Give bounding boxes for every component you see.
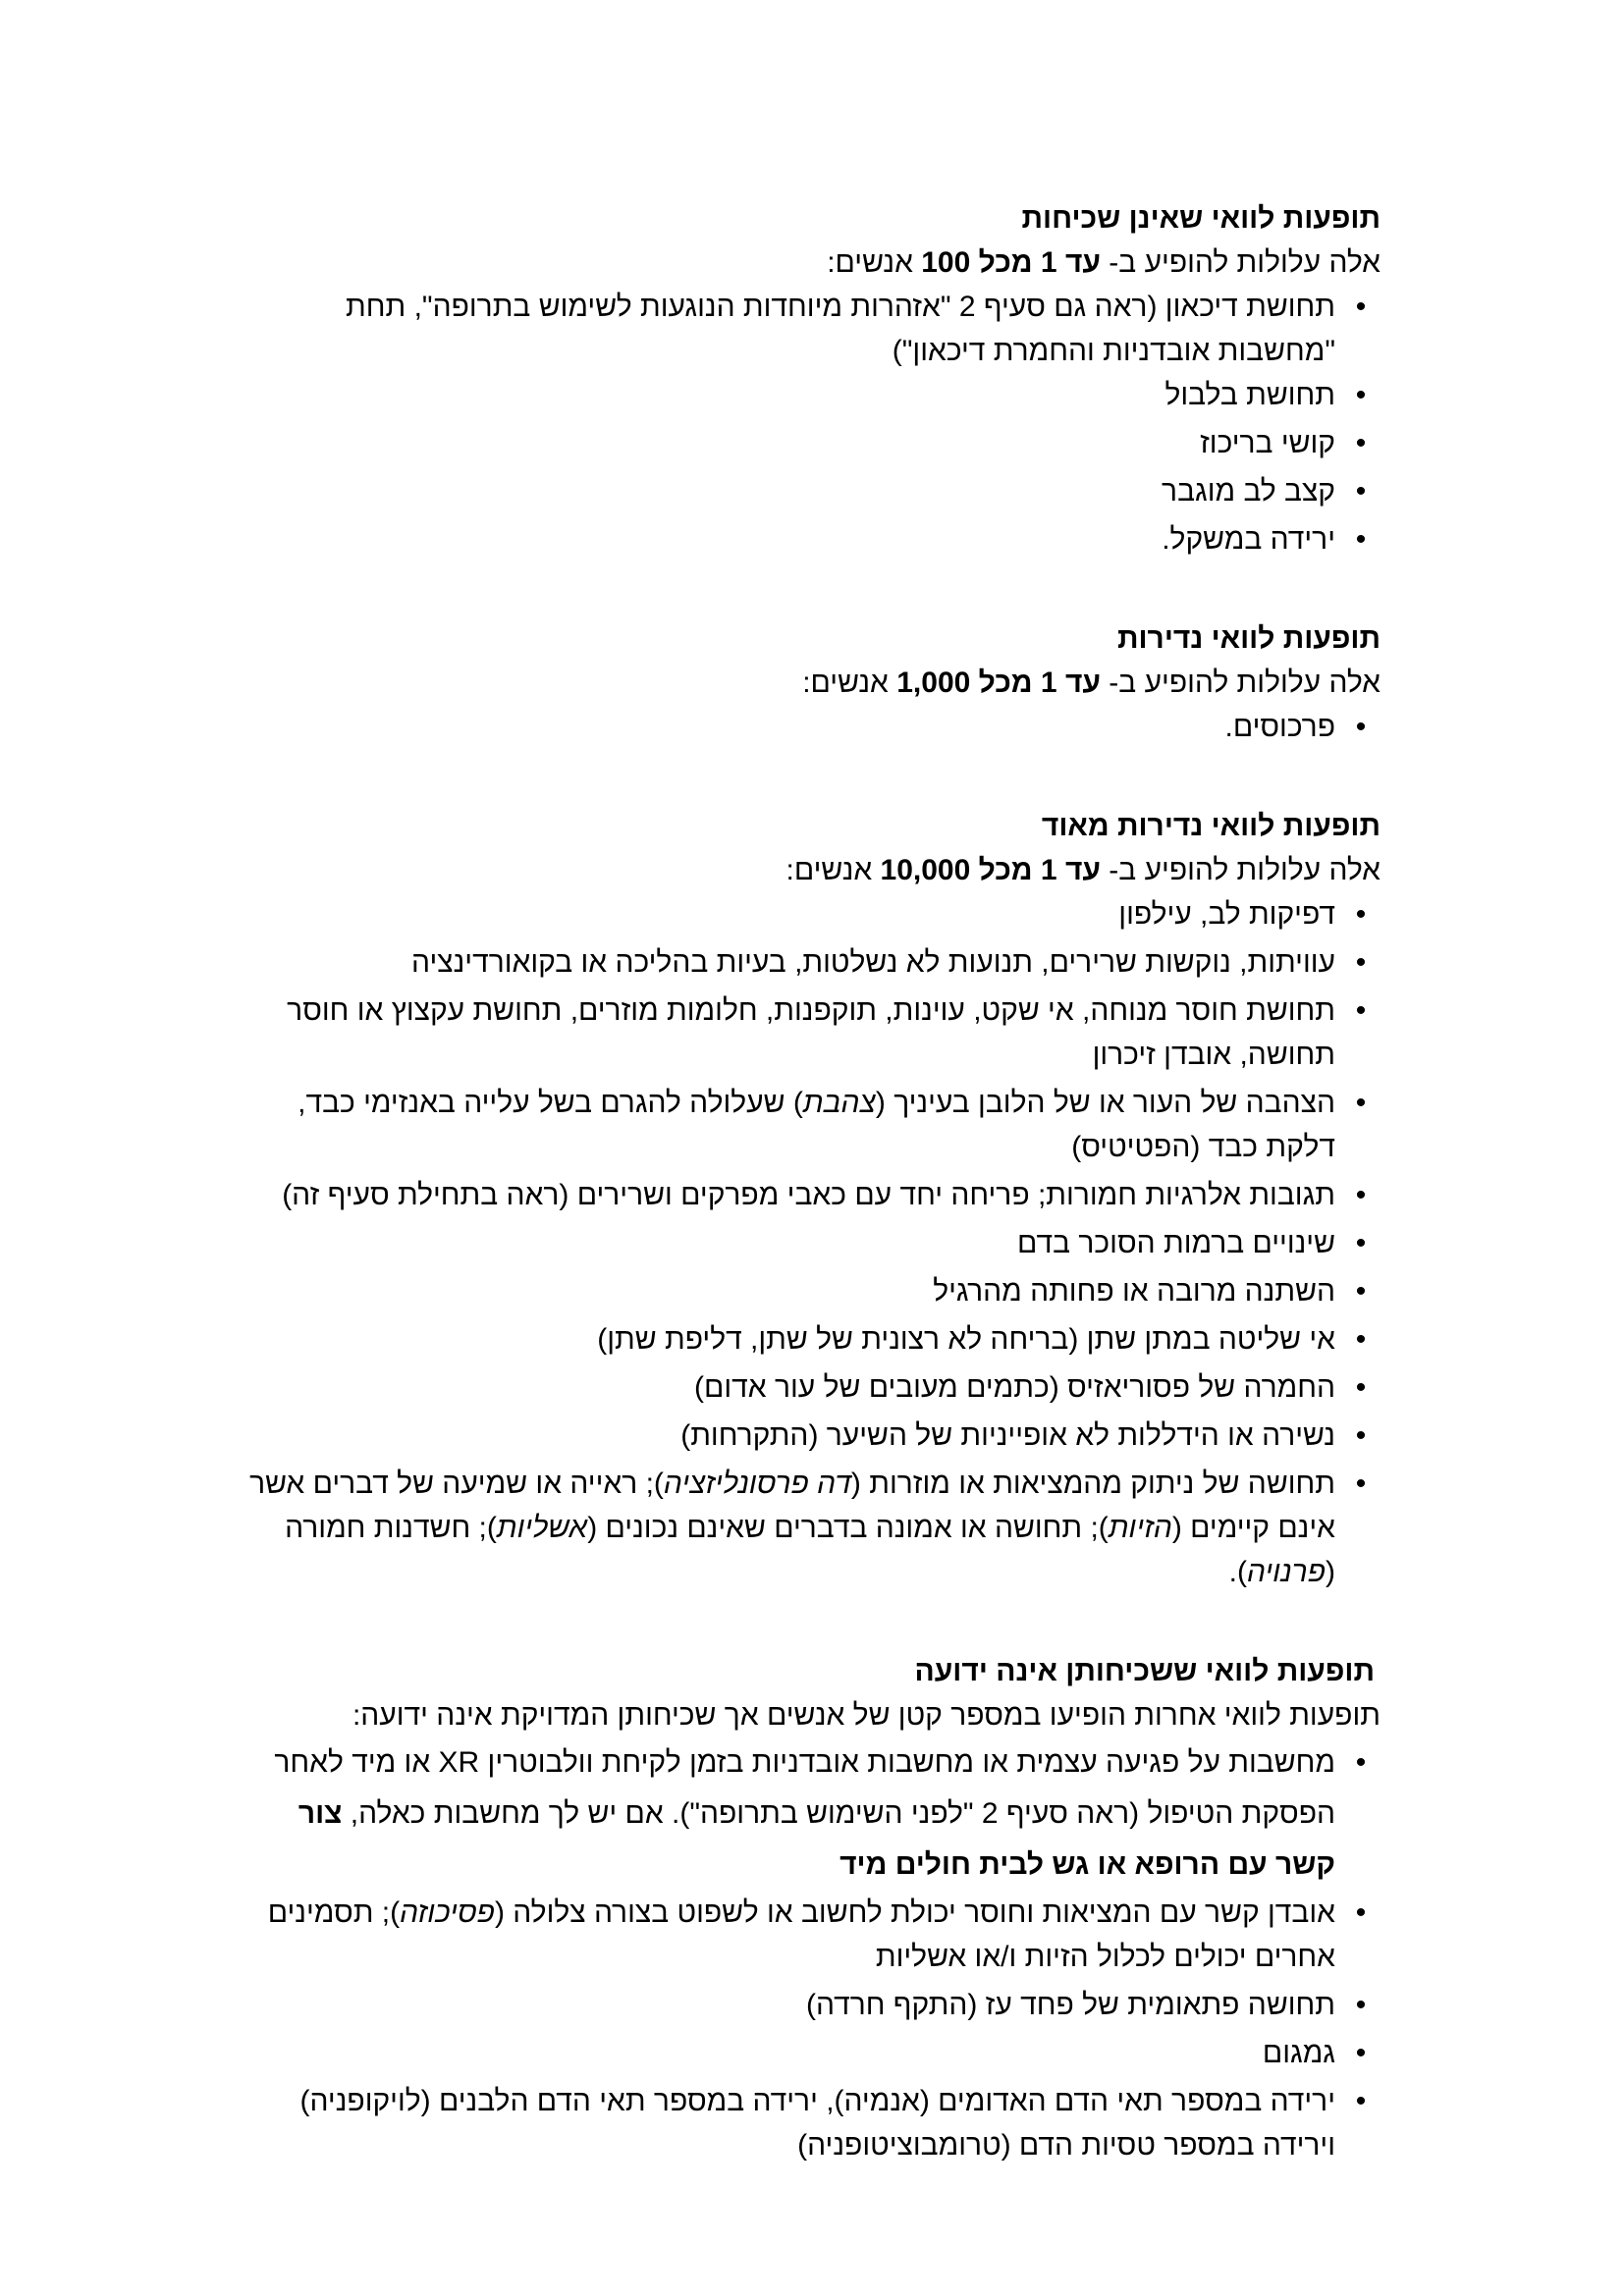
- bullet-icon: •: [1355, 427, 1367, 459]
- list-item: [244, 988, 1380, 1077]
- list-item: [244, 1462, 1380, 1594]
- list-item: [244, 1983, 1380, 2027]
- list-item-text: מחשבות על פגיעה עצמית או מחשבות אובדניות בזמן לקיחת וולבוטרין XR או מיד לאחר הפסקת הטיפול (ראה סעיף 2 "לפני השימוש בתרופה"). אם יש לך מחשבות כאלה,: [274, 1746, 1335, 1830]
- list-item-text: ); תחושה או אמונה בדברים שאינם נכונים (: [587, 1512, 1109, 1544]
- frequency-intro: [244, 240, 1380, 285]
- list-item-text: נשירה או הידללות לא אופייניות של השיער (התקרחות): [680, 1419, 1335, 1452]
- side-effects-list: [244, 892, 1380, 1594]
- section-rare-side-effects: [244, 616, 1380, 749]
- bullet-icon: •: [1355, 2085, 1367, 2117]
- bullet-icon: •: [1355, 898, 1367, 931]
- italic-term: פסיכוזה: [400, 1896, 495, 1929]
- list-item-text: ); חשדנות חמורה (: [285, 1512, 1335, 1588]
- list-item-text: פרכוסים.: [1224, 711, 1335, 743]
- list-item-text: קושי בריכוז: [1200, 427, 1335, 459]
- section-very-rare-side-effects: [244, 804, 1380, 1594]
- list-item: [244, 1221, 1380, 1265]
- list-item-text: תחושת בלבול: [1164, 379, 1335, 411]
- list-item: [244, 1365, 1380, 1410]
- intro-prefix: אלה עלולות להופיע ב-: [1109, 854, 1380, 886]
- list-item-text: ירידה במשקל.: [1162, 523, 1335, 556]
- list-item-text: ).: [1228, 1556, 1247, 1588]
- side-effects-list: [244, 1737, 1380, 2167]
- list-item: [244, 1081, 1380, 1169]
- italic-term: פרנויה: [1247, 1556, 1326, 1588]
- list-item: [244, 705, 1380, 749]
- intro-frequency: עד 1 מכל 100: [921, 246, 1101, 279]
- side-effects-list: [244, 705, 1380, 749]
- bullet-icon: •: [1355, 1179, 1367, 1211]
- list-item-text: תגובות אלרגיות חמורות; פריחה יחד עם כאבי מפרקים ושרירים (ראה בתחילת סעיף זה): [282, 1179, 1335, 1211]
- bullet-icon: •: [1355, 1419, 1367, 1452]
- bullet-icon: •: [1355, 291, 1367, 323]
- list-item: [244, 373, 1380, 417]
- list-item-text: קצב לב מוגבר: [1162, 475, 1335, 507]
- italic-term: אשליות: [496, 1512, 588, 1544]
- bullet-icon: •: [1355, 1087, 1367, 1119]
- list-item: [244, 517, 1380, 561]
- list-item-text: תחושה של ניתוק מהמציאות או מוזרות (: [850, 1468, 1335, 1500]
- bullet-icon: •: [1355, 994, 1367, 1027]
- list-item-text: השתנה מרובה או פחותה מהרגיל: [933, 1275, 1335, 1308]
- bullet-icon: •: [1355, 1371, 1367, 1404]
- section-heading: תופעות לוואי נדירות מאוד: [1041, 810, 1380, 842]
- list-item-text: החמרה של פסוריאזיס (כתמים מעובים של עור אדום): [694, 1371, 1335, 1404]
- list-item: [244, 1317, 1380, 1362]
- list-item: [244, 1737, 1380, 1891]
- list-item: [244, 1414, 1380, 1458]
- intro-suffix: אנשים:: [785, 854, 873, 886]
- list-item: [244, 2079, 1380, 2167]
- bullet-icon: •: [1355, 1746, 1367, 1779]
- bullet-icon: •: [1355, 1468, 1367, 1500]
- list-item-text: תחושה פתאומית של פחד עז (התקף חרדה): [805, 1989, 1335, 2021]
- bullet-icon: •: [1355, 711, 1367, 743]
- italic-term: הזיות: [1108, 1512, 1172, 1544]
- list-item: [244, 1891, 1380, 1979]
- list-item: [244, 1269, 1380, 1313]
- italic-term: צהבת: [802, 1087, 876, 1119]
- list-item-text: תחושת דיכאון (ראה גם סעיף 2 "אזהרות מיוחדות הנוגעות לשימוש בתרופה", תחת "מחשבות אובדניות והחמרת דיכאון"): [346, 291, 1335, 367]
- intro-suffix: אנשים:: [827, 246, 913, 279]
- list-item: [244, 940, 1380, 985]
- list-item: [244, 2031, 1380, 2075]
- intro-suffix: אנשים:: [802, 667, 889, 699]
- bullet-icon: •: [1355, 946, 1367, 979]
- bullet-icon: •: [1355, 523, 1367, 556]
- frequency-intro: תופעות לוואי אחרות הופיעו במספר קטן של אנשים אך שכיחותן המדויקת אינה ידועה:: [352, 1699, 1380, 1732]
- list-item: [244, 892, 1380, 936]
- section-heading: תופעות לוואי נדירות: [1116, 622, 1380, 655]
- list-item-text: ); ראייה או שמיעה של דברים אשר אינם קיימים (: [249, 1468, 1335, 1544]
- italic-term: דה פרסונליזציה: [663, 1468, 851, 1500]
- list-item-text: גמגום: [1262, 2037, 1335, 2069]
- list-item-text: ירידה במספר תאי הדם האדומים (אנמיה), ירידה במספר תאי הדם הלבנים (לויקופניה) וירידה במספר טסיות הדם (טרומבוציטופניה): [299, 2085, 1335, 2162]
- list-item: [244, 285, 1380, 373]
- section-heading: תופעות לוואי שאינן שכיחות: [1021, 202, 1380, 235]
- frequency-intro: [244, 848, 1380, 892]
- list-item-text: אובדן קשר עם המציאות וחוסר יכולת לחשוב או לשפוט בצורה צלולה (: [494, 1896, 1335, 1929]
- intro-prefix: אלה עלולות להופיע ב-: [1109, 667, 1380, 699]
- bullet-icon: •: [1355, 379, 1367, 411]
- bullet-icon: •: [1355, 1227, 1367, 1259]
- bullet-icon: •: [1355, 2037, 1367, 2069]
- list-item-text: ) שעלולה להגרם בשל עלייה באנזימי כבד, דלקת כבד (הפטיטיס): [298, 1087, 1335, 1163]
- bullet-icon: •: [1355, 475, 1367, 507]
- list-item-text: שינויים ברמות הסוכר בדם: [1017, 1227, 1335, 1259]
- list-item-text: דפיקות לב, עילפון: [1118, 898, 1335, 931]
- side-effects-list: [244, 285, 1380, 561]
- bullet-icon: •: [1355, 1323, 1367, 1356]
- list-item: [244, 421, 1380, 465]
- list-item-text: אי שליטה במתן שתן (בריחה לא רצונית של שתן, דליפת שתן): [597, 1323, 1335, 1356]
- intro-prefix: אלה עלולות להופיע ב-: [1109, 246, 1380, 279]
- section-unknown-frequency-side-effects: [244, 1649, 1380, 2167]
- list-item-text: ); תסמינים אחרים יכולים לכלול הזיות ו/או אשליות: [267, 1896, 1335, 1973]
- bold-instruction: צור קשר עם הרופא או גש לבית חולים מיד: [298, 1797, 1335, 1881]
- bullet-icon: •: [1355, 1275, 1367, 1308]
- list-item-text: תחושת חוסר מנוחה, אי שקט, עוינות, תוקפנות, חלומות מוזרים, תחושת עקצוץ או חוסר תחושה, אובדן זיכרון: [287, 994, 1335, 1071]
- bullet-icon: •: [1355, 1989, 1367, 2021]
- section-uncommon-side-effects: [244, 196, 1380, 561]
- intro-frequency: עד 1 מכל 1,000: [896, 667, 1101, 699]
- bullet-icon: •: [1355, 1896, 1367, 1929]
- list-item-text: הצהבה של העור או של הלובן בעיניך (: [875, 1087, 1335, 1119]
- frequency-intro: [244, 661, 1380, 705]
- section-heading: תופעות לוואי ששכיחותן אינה ידועה: [914, 1655, 1375, 1687]
- list-item-text: עוויתות, נוקשות שרירים, תנועות לא נשלטות, בעיות בהליכה או בקואורדינציה: [411, 946, 1335, 979]
- list-item: [244, 1173, 1380, 1217]
- intro-frequency: עד 1 מכל 10,000: [880, 854, 1101, 886]
- list-item: [244, 469, 1380, 513]
